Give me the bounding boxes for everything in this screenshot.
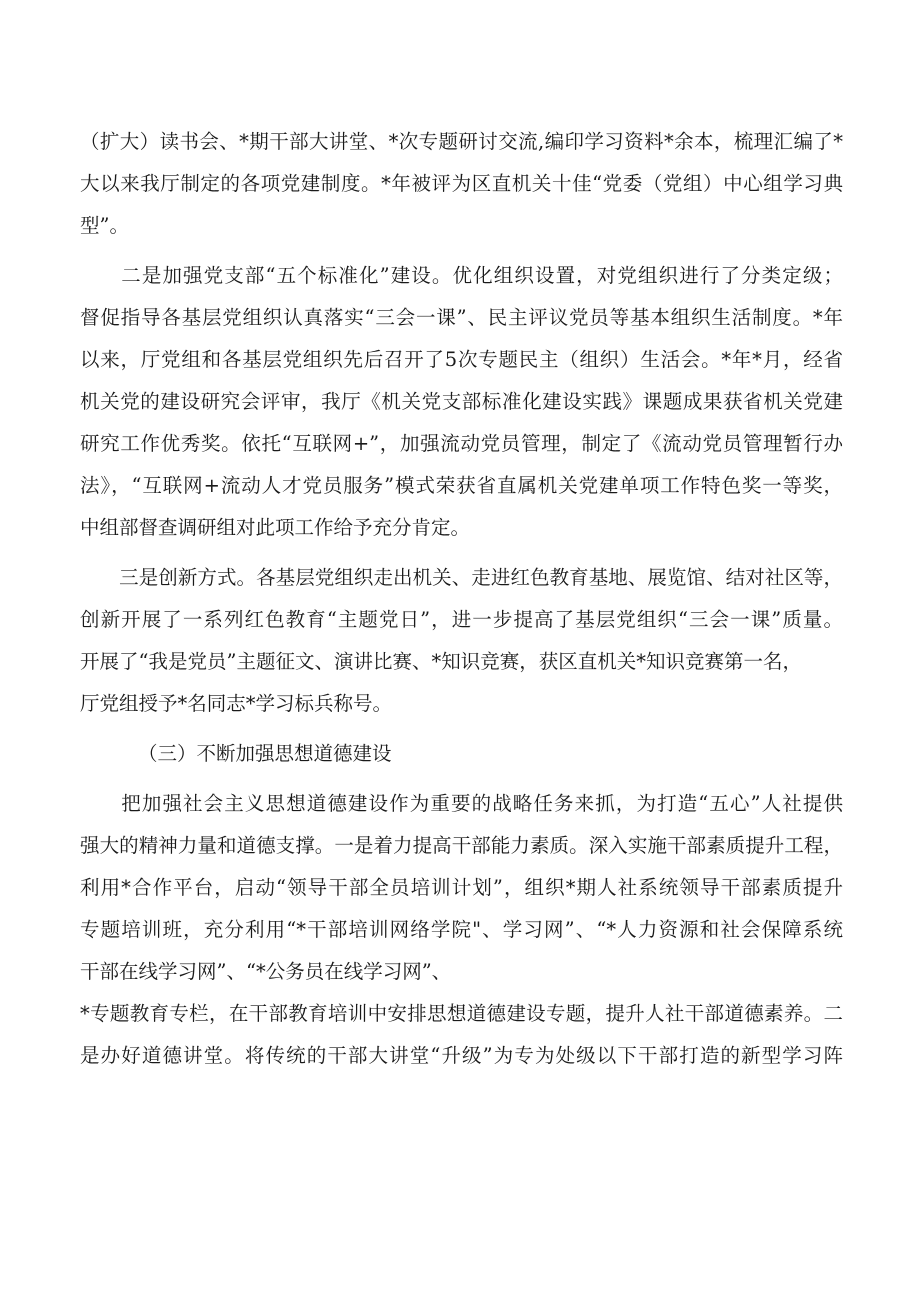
paragraph-spacer — [80, 247, 843, 255]
text-line: 型”。 — [80, 214, 129, 237]
text-line: 中组部督查调研组对此项工作给予充分肯定。 — [80, 516, 471, 539]
paragraph-innovation — [80, 557, 843, 725]
text-line: 利用*合作平台，启动“领导干部全员培训计划”，组织*期人社系统领导干部素质提升 — [80, 876, 843, 899]
text-line: 是办好道德讲堂。将传统的干部大讲堂“升级”为专为处级以下干部打造的新型学习阵 — [80, 1044, 843, 1067]
section-heading-text: （三）不断加强思想道德建设 — [138, 742, 392, 765]
text-line: 强大的精神力量和道德支撑。一是着力提高干部能力素质。深入实施干部素质提升工程， — [80, 834, 843, 857]
text-line: 开展了“我是党员”主题征文、演讲比赛、*知识竞赛，获区直机关*知识竞赛第一名， — [80, 650, 802, 673]
paragraph-continuation — [80, 121, 843, 247]
paragraph-spacer — [80, 549, 843, 557]
text-line: 以来，厅党组和各基层党组织先后召开了5次专题民主（组织）生活会。*年*月，经省 — [80, 348, 843, 371]
text-line: 厅党组授予*名同志*学习标兵称号。 — [80, 692, 393, 715]
text-line: 干部在线学习网”、“*公务员在线学习网”、 — [80, 960, 452, 983]
text-line: 法》，“互联网+流动人才党员服务”模式荣获省直属机关党建单项工作特色奖一等奖， — [80, 474, 843, 497]
document-body — [80, 121, 843, 1077]
text-line: 二是加强党支部“五个标准化”建设。优化组织设置，对党组织进行了分类定级； — [80, 264, 843, 287]
text-line: 督促指导各基层党组织认真落实“三会一课”、民主评议党员等基本组织生活制度。*年 — [80, 306, 843, 329]
text-line: 机关党的建设研究会评审，我厅《机关党支部标准化建设实践》课题成果获省机关党建 — [80, 390, 843, 413]
paragraph-morality — [80, 783, 843, 1077]
paragraph-spacer — [80, 725, 843, 733]
text-line: （扩大）读书会、*期干部大讲堂、*次专题研讨交流,编印学习资料*余本，梳理汇编了* — [80, 130, 843, 153]
text-line: 创新开展了一系列红色教育“主题党日”，进一步提高了基层党组织“三会一课”质量。 — [80, 608, 843, 631]
text-line: 大以来我厅制定的各项党建制度。*年被评为区直机关十佳“党委（党组）中心组学习典 — [80, 172, 843, 195]
text-line: 把加强社会主义思想道德建设作为重要的战略任务来抓，为打造“五心”人社提供 — [80, 792, 843, 815]
paragraph-spacer — [80, 775, 843, 783]
paragraph-standardization — [80, 255, 843, 549]
section-heading — [80, 733, 843, 775]
text-line: *专题教育专栏，在干部教育培训中安排思想道德建设专题，提升人社干部道德素养。二 — [80, 1002, 843, 1025]
text-line: 三是创新方式。各基层党组织走出机关、走进红色教育基地、展览馆、结对社区等， — [80, 566, 843, 589]
text-line: 专题培训班，充分利用“*干部培训网络学院"、学习网”、“*人力资源和社会保障系统 — [80, 918, 843, 941]
text-line: 研究工作优秀奖。依托“互联网+”，加强流动党员管理，制定了《流动党员管理暂行办 — [80, 432, 843, 455]
